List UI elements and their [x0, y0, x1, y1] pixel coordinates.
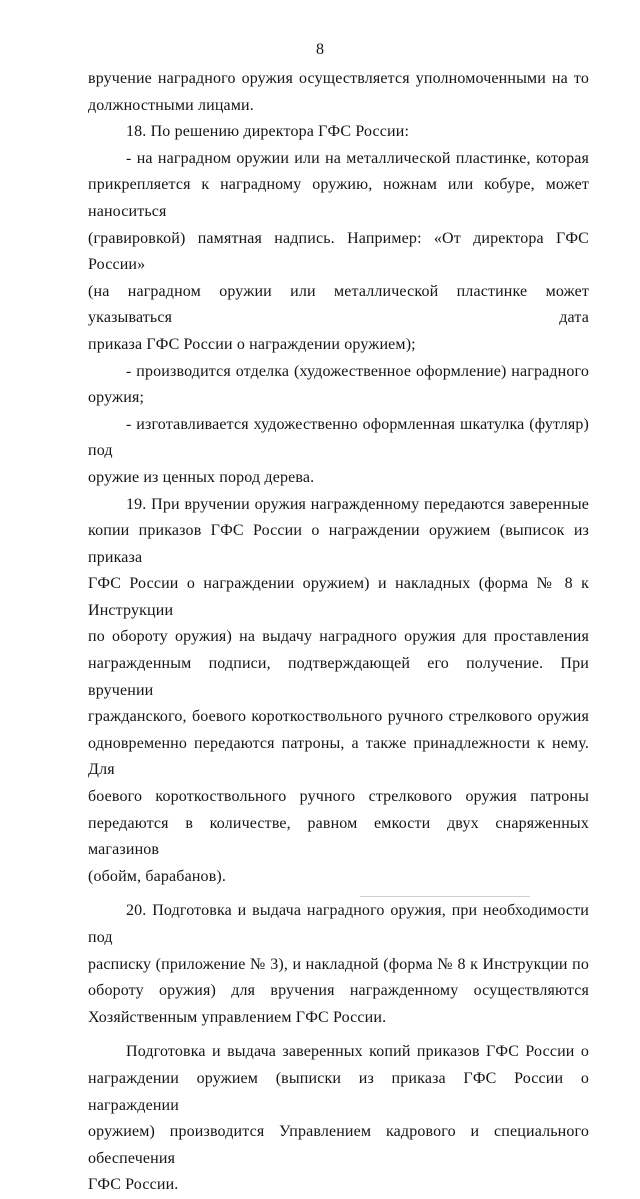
text-line: боевого короткоствольного ручного стрелкового оружия патроны — [88, 788, 589, 806]
list-item-decoration — [88, 359, 589, 412]
page-number: 8 — [316, 41, 324, 58]
paragraph-19 — [88, 492, 589, 891]
text-line: оружия; — [88, 389, 145, 407]
text-line: ГФС России о награждении оружием) и накладных (форма № 8 к Инструкции — [88, 575, 589, 619]
text-line: обороту оружия) для вручения награжденному осуществляются — [88, 982, 589, 1000]
text-line: вручение наградного оружия осуществляется уполномоченными на то — [88, 70, 589, 87]
text-line: прикрепляется к наградному оружию, ножнам или кобуре, может наноситься — [88, 176, 589, 220]
text-line: награждении оружием (выписки из приказа ГФС России о награждении — [88, 1069, 589, 1114]
text-line: 20. Подготовка и выдача наградного оружия, при необходимости под — [88, 902, 589, 946]
document-body — [88, 66, 589, 1199]
text-line: должностными лицами. — [88, 96, 254, 114]
scan-edge-line — [360, 896, 530, 897]
text-line: (обойм, барабанов). — [88, 867, 227, 885]
text-line: (на наградном оружии или металлической пластинке может указываться дата — [88, 282, 589, 327]
text-line: оружием) производится Управлением кадрового и специального обеспечения — [88, 1123, 589, 1167]
text-line: 18. По решению директора ГФС России: — [126, 123, 410, 141]
list-item-case — [88, 412, 589, 492]
text-line: - производится отделка (художественное оформление) наградного — [126, 362, 589, 380]
paragraph-18-heading — [88, 119, 589, 146]
list-item-engraving — [88, 146, 589, 359]
text-line: Подготовка и выдача заверенных копий приказов ГФС России о — [126, 1043, 589, 1061]
text-line: копии приказов ГФС России о награждении оружием (выписок из приказа — [88, 522, 589, 566]
text-line: Хозяйственным управлением ГФС России. — [88, 1008, 387, 1026]
text-line: 19. При вручении оружия награжденному передаются заверенные — [126, 495, 589, 513]
paragraph-continuation — [88, 66, 589, 119]
paragraph-copies — [88, 1039, 589, 1199]
paragraph-20 — [88, 898, 589, 1031]
text-line: ГФС России. — [88, 1176, 179, 1194]
text-line: награжденным подписи, подтверждающей его получение. При вручении — [88, 655, 589, 699]
text-line: - изготавливается художественно оформленная шкатулка (футляр) под — [88, 415, 589, 460]
text-line: - на наградном оружии или на металлической пластинке, которая — [126, 149, 589, 167]
text-line: расписку (приложение № 3), и накладной (форма № 8 к Инструкции по — [88, 955, 589, 973]
text-line: одновременно передаются патроны, а также принадлежности к нему. Для — [88, 734, 589, 779]
text-line: передаются в количестве, равном емкости двух снаряженных магазинов — [88, 814, 589, 859]
text-line: приказа ГФС России о награждении оружием); — [88, 335, 416, 353]
text-line: оружие из ценных пород дерева. — [88, 468, 315, 486]
text-line: (гравировкой) памятная надпись. Например: «От директора ГФС России» — [88, 229, 589, 274]
text-line: по обороту оружия) на выдачу наградного оружия для проставления — [88, 628, 589, 646]
text-line: гражданского, боевого короткоствольного ручного стрелкового оружия — [88, 708, 589, 726]
